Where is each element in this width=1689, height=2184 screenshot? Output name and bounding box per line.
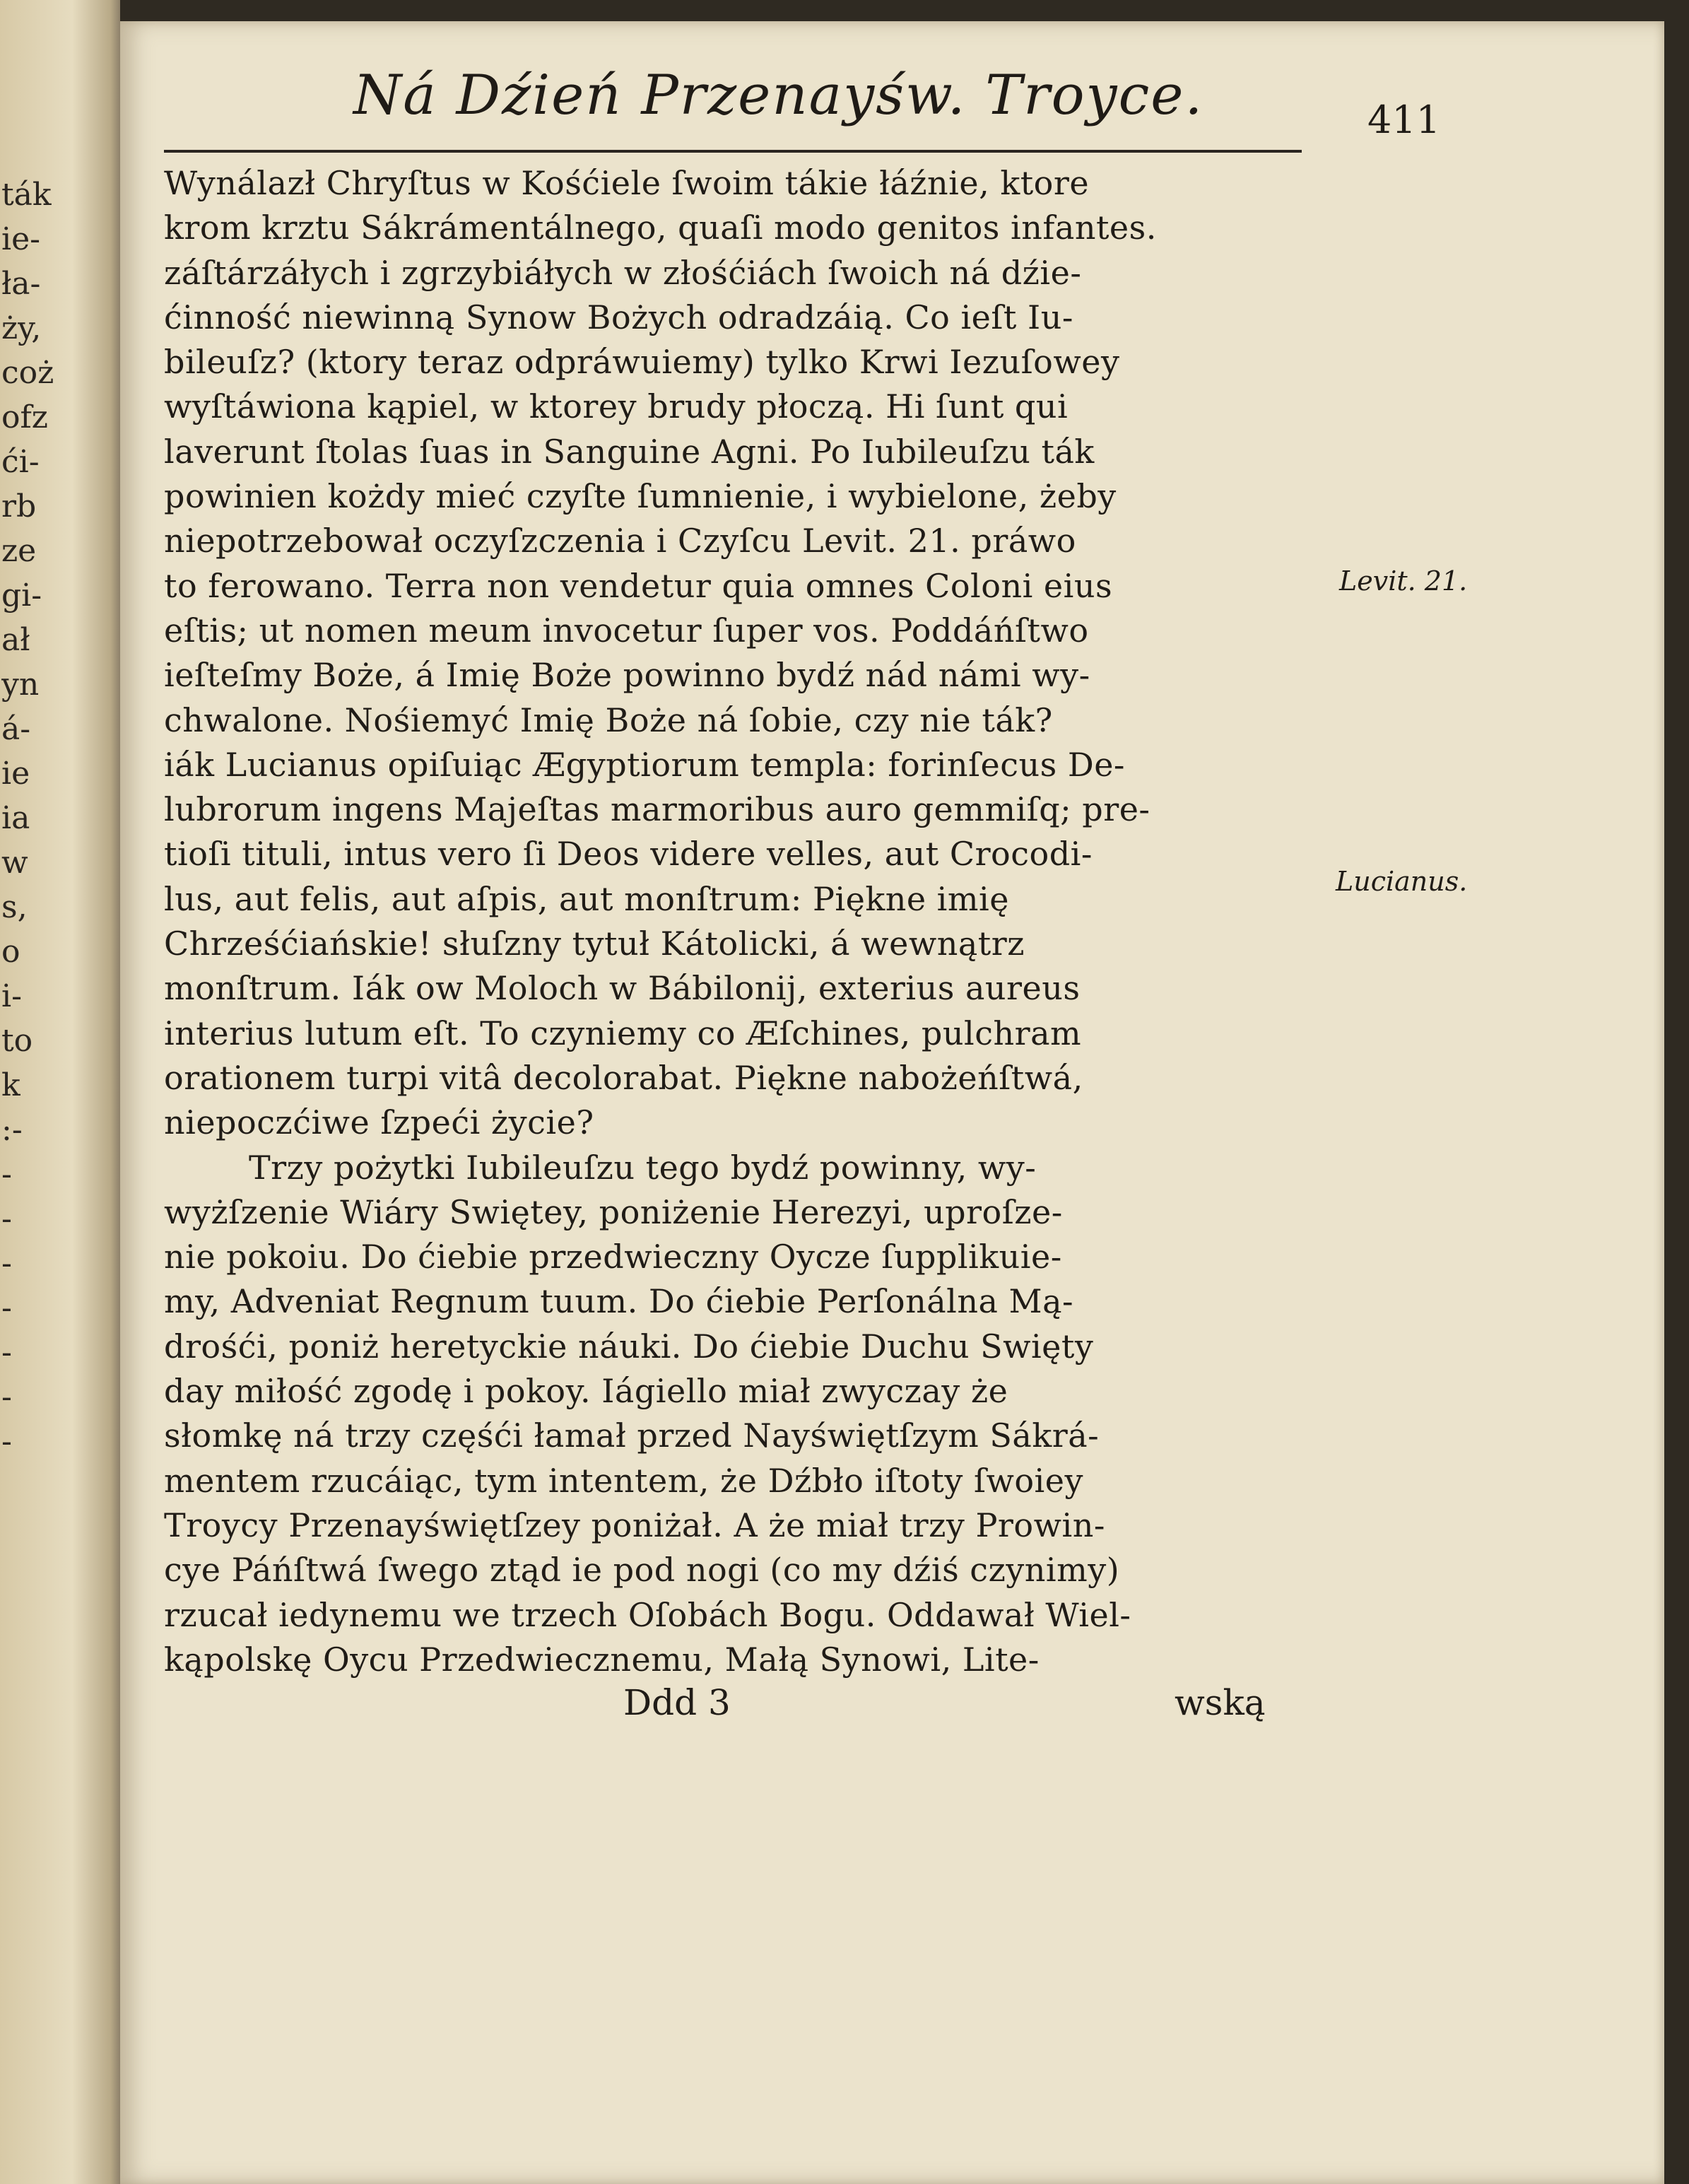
previous-page-line: ie	[1, 756, 30, 792]
text-line: niepotrzebował oczyſzczenia i Czyſcu Levit. 21. práwo	[164, 522, 1076, 560]
previous-page-line: ia	[1, 800, 30, 836]
margin-note-levit: Levit. 21.	[1339, 565, 1468, 597]
previous-page-line: i-	[1, 978, 22, 1014]
previous-page-line: -	[1, 1201, 12, 1237]
previous-page-line: s,	[1, 889, 28, 925]
page-header	[219, 58, 1322, 136]
previous-page-line: k	[1, 1067, 20, 1103]
text-line: orationem turpi vitâ decolorabat. Piękne nabożeńſtwá,	[164, 1058, 1083, 1097]
text-line: drośći, poniż heretyckie náuki. Do ćiebie Duchu Swięty	[164, 1327, 1094, 1366]
text-line: rzucał iedynemu we trzech Oſobách Bogu. Oddawał Wiel-	[164, 1595, 1131, 1634]
text-line: krom krztu Sákrámentálnego, quaſi modo genitos infantes.	[164, 209, 1157, 247]
text-line: kąpolskę Oycu Przedwiecznemu, Małą Synowi, Lite-	[164, 1640, 1040, 1679]
text-line: laverunt ſtolas ſuas in Sanguine Agni. Po Iubileuſzu ták	[164, 432, 1095, 471]
previous-page-line: -	[1, 1156, 12, 1192]
text-line: chwalone. Nośiemyć Imię Boże ná ſobie, czy nie ták?	[164, 700, 1053, 739]
previous-page-line: rb	[1, 488, 37, 524]
signature-mark: Ddd 3	[623, 1682, 731, 1724]
text-line: cye Páńſtwá ſwego ztąd ie pod nogi (co my dźiś czynimy)	[164, 1551, 1120, 1590]
previous-page-line: -	[1, 1334, 12, 1370]
text-line: bileuſz? (ktory teraz odpráwuiemy) tylko Krwi Iezuſowey	[164, 343, 1120, 382]
text-line: słomkę ná trzy częśći łamał przed Nayświętſzym Sákrá-	[164, 1416, 1100, 1455]
text-line: wyſtáwiona kąpiel, w ktorey brudy płoczą. Hi ſunt qui	[164, 387, 1069, 426]
page-number: 411	[1367, 98, 1441, 142]
previous-page-line: ze	[1, 533, 37, 569]
text-line: eſtis; ut nomen meum invocetur ſuper vos. Poddáńſtwo	[164, 611, 1089, 650]
previous-page-line: ał	[1, 622, 30, 658]
previous-page-fragment	[0, 0, 120, 2184]
text-line: interius lutum eſt. To czyniemy co Æſchines, pulchram	[164, 1014, 1082, 1052]
paragraph-1	[164, 161, 1337, 1146]
previous-page-line: coż	[1, 355, 54, 391]
paragraph-2	[164, 1146, 1337, 1683]
text-line: Chrześćiańskie! słuſzny tytuł Kátolicki, á wewnątrz	[164, 924, 1025, 963]
previous-page-line: ła-	[1, 266, 41, 302]
text-line: lus, aut felis, aut aſpis, aut monſtrum: Piękne imię	[164, 879, 1009, 918]
main-text	[164, 161, 1337, 1739]
margin-note-lucianus: Lucianus.	[1336, 866, 1468, 897]
previous-page-line: ie-	[1, 221, 40, 257]
previous-page-line: -	[1, 1290, 12, 1326]
text-line: iák Lucianus opiſuiąc Ægyptiorum templa: forinſecus De-	[164, 745, 1125, 784]
previous-page-line: á-	[1, 711, 31, 747]
text-line: wyżſzenie Wiáry Swiętey, poniżenie Herezyi, uproſze-	[164, 1192, 1063, 1231]
previous-page-line: gi-	[1, 577, 42, 613]
text-line: lubrorum ingens Majeſtas marmoribus auro gemmiſq; pre-	[164, 790, 1150, 829]
text-line: day miłość zgodę i pokoy. Iágiello miał zwyczay że	[164, 1372, 1008, 1411]
text-line: ieſteſmy Boże, á Imię Boże powinno bydź nád námi wy-	[164, 656, 1090, 695]
running-head: Ná Dźień Przenayśw. Troyce.	[353, 64, 1204, 127]
previous-page-line: ży,	[1, 310, 42, 346]
footer-line	[164, 1682, 1337, 1739]
text-line: Wynálazł Chryſtus w Kośćiele ſwoim tákie łáźnie, ktore	[164, 164, 1090, 202]
previous-page-line: ći-	[1, 444, 40, 480]
text-line: ćinność niewinną Synow Bożych odradzáią. Co ieſt Iu-	[164, 298, 1073, 336]
previous-page-line: o	[1, 934, 20, 970]
text-line: to ferowano. Terra non vendetur quia omnes Coloni eius	[164, 566, 1113, 605]
text-line: Trzy pożytki Iubileuſzu tego bydź powinny, wy-	[249, 1148, 1037, 1187]
text-line: záſtárzáłych i zgrzybiáłych w złośćiách ſwoich ná dźie-	[164, 253, 1082, 292]
previous-page-line: to	[1, 1023, 33, 1059]
text-line: powinien kożdy mieć czyſte ſumnienie, i wybielone, żeby	[164, 477, 1117, 516]
previous-page-line: -	[1, 1379, 12, 1415]
text-line: niepoczćiwe ſzpeći życie?	[164, 1103, 594, 1142]
text-line: tioſi tituli, intus vero ſi Deos videre velles, aut Crocodi-	[164, 835, 1093, 874]
text-line: mentem rzucáiąc, tym intentem, że Dźbło iſtoty ſwoiey	[164, 1461, 1083, 1500]
previous-page-line: w	[1, 845, 28, 881]
text-line: my, Adveniat Regnum tuum. Do ćiebie Perſonálna Mą-	[164, 1282, 1074, 1321]
text-line: monſtrum. Iák ow Moloch w Bábilonij, exterius aureus	[164, 969, 1081, 1008]
previous-page-line: :-	[1, 1112, 23, 1148]
previous-page-line: -	[1, 1245, 12, 1281]
previous-page-line: yn	[1, 667, 40, 703]
header-rule	[164, 150, 1302, 153]
previous-page-line: -	[1, 1423, 12, 1460]
text-line: Troycy Przenayświętſzey poniżał. A że miał trzy Prowin-	[164, 1505, 1105, 1544]
catchword: wską	[1175, 1682, 1266, 1724]
previous-page-line: ofz	[1, 399, 48, 435]
previous-page-line: ták	[1, 177, 52, 213]
text-line: nie pokoiu. Do ćiebie przedwieczny Oycze ſupplikuie-	[164, 1238, 1062, 1276]
